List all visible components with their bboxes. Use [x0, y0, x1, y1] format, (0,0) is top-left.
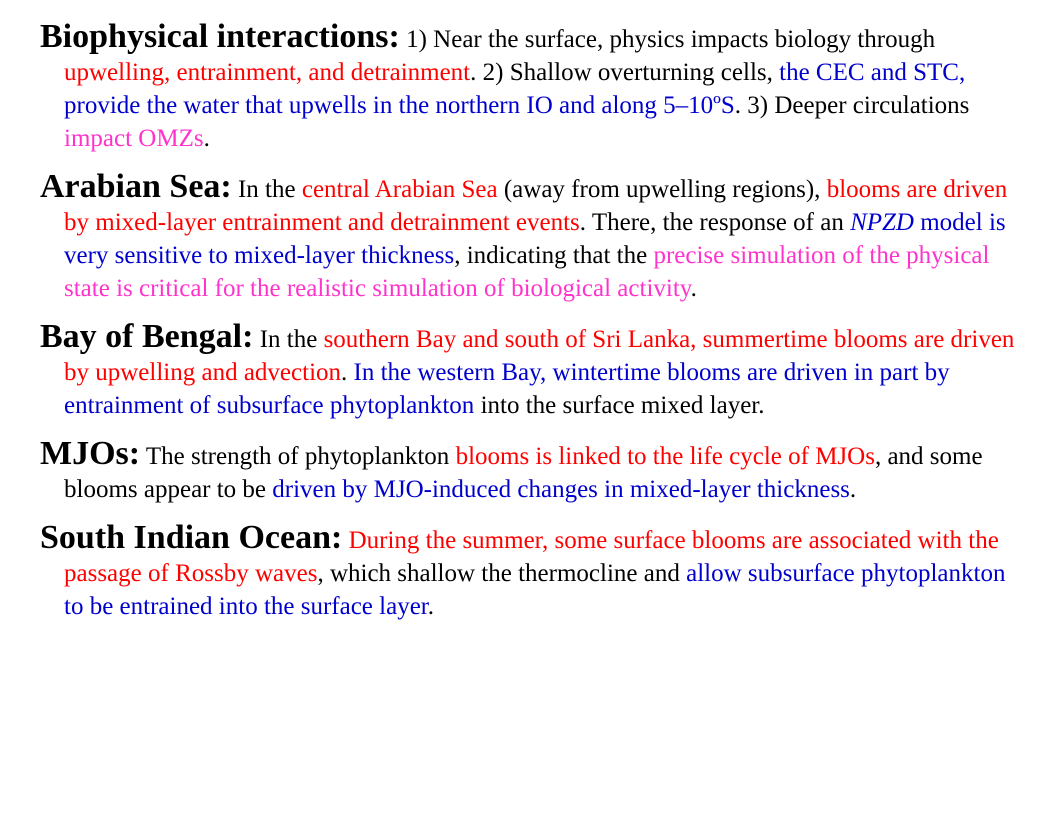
text-segment: (away from upwelling regions), [497, 176, 827, 203]
text-segment: During the summer, some surface blooms are associated with the passage of Rossby waves [64, 527, 999, 587]
paragraph-arabian-sea [40, 170, 1030, 305]
text-segment: NPZD [850, 209, 914, 236]
text-segment: , and some blooms appear to be [64, 443, 983, 503]
text-segment: the CEC and STC, provide the water that upwells in the northern IO and along 5–10ºS [64, 59, 966, 119]
slide-content [40, 20, 1030, 638]
text-segment: 1) Near the surface, physics impacts biology through [399, 26, 936, 53]
text-segment: precise simulation of the physical state is critical for the realistic simulation of biological activity [64, 242, 990, 302]
text-segment: . 3) Deeper circulations [734, 92, 970, 119]
paragraph-bay-of-bengal [40, 320, 1030, 422]
text-segment: In the [253, 326, 324, 353]
text-segment: into the surface mixed layer. [474, 392, 765, 419]
text-segment: . [203, 125, 210, 152]
heading-biophysical: Biophysical interactions: [40, 18, 400, 55]
text-segment: , indicating that the [454, 242, 654, 269]
text-segment: blooms is linked to the life cycle of MJOs [455, 443, 875, 470]
paragraph-biophysical [40, 20, 1030, 155]
text-segment: allow subsurface phytoplankton to be entrained into the surface layer [64, 560, 1006, 620]
heading-south-indian-ocean: South Indian Ocean: [40, 519, 343, 556]
heading-mjos: MJOs: [40, 435, 141, 472]
text-segment: impact OMZs [64, 125, 204, 152]
heading-bay-of-bengal: Bay of Bengal: [40, 318, 254, 355]
text-segment: model is very sensitive to mixed-layer thickness [64, 209, 1006, 269]
text-segment: The strength of phytoplankton [140, 443, 456, 470]
heading-arabian-sea: Arabian Sea: [40, 168, 232, 205]
paragraph-mjos [40, 437, 1030, 506]
text-segment: . 2) Shallow overturning cells, [470, 59, 780, 86]
text-segment: upwelling, entrainment, and detrainment [64, 59, 471, 86]
text-segment: southern Bay and south of Sri Lanka, summertime blooms are driven by upwelling and advection [64, 326, 1015, 386]
text-segment: . [849, 476, 857, 503]
text-segment: . [427, 593, 434, 620]
text-segment: In the western Bay, wintertime blooms are driven in part by entrainment of subsurface phytoplankton [64, 359, 950, 419]
text-segment: central Arabian Sea [301, 176, 498, 203]
text-segment: . [341, 359, 354, 386]
text-segment: . There, the response of an [579, 209, 851, 236]
paragraph-south-indian-ocean [40, 521, 1030, 623]
text-segment: driven by MJO-induced changes in mixed-layer thickness [272, 476, 850, 503]
text-segment: In the [231, 176, 302, 203]
text-segment: , which shallow the thermocline and [317, 560, 687, 587]
text-segment: . [690, 275, 697, 302]
text-segment: blooms are driven by mixed-layer entrainment and detrainment events [64, 176, 1008, 236]
